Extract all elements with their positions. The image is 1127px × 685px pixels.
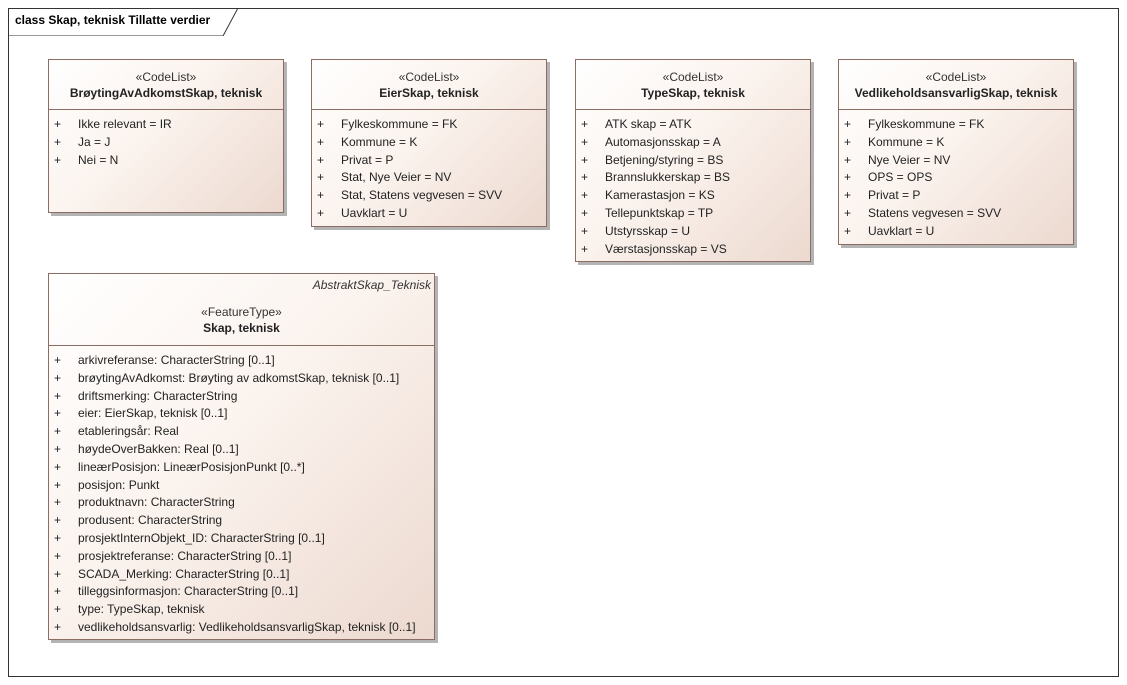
attribute-text: Kommune = K <box>868 134 945 149</box>
visibility-marker: + <box>581 188 589 203</box>
attribute-row[interactable] <box>576 187 810 205</box>
attribute-text: Nei = N <box>78 152 119 167</box>
attribute-row[interactable] <box>312 152 546 170</box>
visibility-marker: + <box>317 188 325 203</box>
attribute-text: arkivreferanse: CharacterString [0..1] <box>78 353 275 367</box>
attribute-text: produktnavn: CharacterString <box>78 495 235 510</box>
attribute-text: høydeOverBakken: Real [0..1] <box>78 441 239 456</box>
attribute-row[interactable] <box>839 223 1073 241</box>
visibility-marker: + <box>844 134 852 149</box>
attribute-row[interactable] <box>49 134 283 152</box>
attribute-row[interactable] <box>312 187 546 205</box>
attribute-row[interactable] <box>49 512 434 530</box>
visibility-marker: + <box>54 584 62 599</box>
attribute-text: prosjektInternObjekt_ID: CharacterString [0..1] <box>78 530 325 545</box>
visibility-marker: + <box>581 170 589 185</box>
attribute-row[interactable] <box>312 205 546 223</box>
attribute-text: Nye Veier = NV <box>868 152 951 167</box>
attribute-list <box>576 110 810 258</box>
attribute-text: Stat, Statens vegvesen = SVV <box>341 188 503 203</box>
class-name: Skap, teknisk <box>203 321 280 335</box>
class-type-skap[interactable] <box>575 59 811 262</box>
attribute-text: Privat = P <box>341 152 394 167</box>
attribute-row[interactable] <box>49 530 434 548</box>
class-name: TypeSkap, teknisk <box>641 86 745 100</box>
attribute-row[interactable] <box>312 134 546 152</box>
attribute-text: Brannslukkerskap = BS <box>605 170 731 185</box>
attribute-text: Stat, Nye Veier = NV <box>341 170 452 185</box>
attribute-row[interactable] <box>49 566 434 584</box>
attribute-row[interactable] <box>49 152 283 170</box>
attribute-row[interactable] <box>576 223 810 241</box>
attribute-text: Uavklart = U <box>868 223 935 238</box>
class-eier-skap[interactable] <box>311 59 547 227</box>
attribute-text: type: TypeSkap, teknisk <box>78 602 205 617</box>
attribute-text: Betjening/styring = BS <box>605 152 724 167</box>
visibility-marker: + <box>844 205 852 220</box>
attribute-text: Tellepunktskap = TP <box>605 205 714 220</box>
attribute-text: Ikke relevant = IR <box>78 117 172 131</box>
attribute-text: Ja = J <box>78 134 111 149</box>
visibility-marker: + <box>54 388 62 403</box>
attribute-text: OPS = OPS <box>868 170 933 185</box>
attribute-text: etableringsår: Real <box>78 424 179 439</box>
attribute-row[interactable] <box>49 583 434 601</box>
visibility-marker: + <box>844 188 852 203</box>
attribute-text: ATK skap = ATK <box>605 117 692 131</box>
attribute-text: Værstasjonsskap = VS <box>605 241 727 256</box>
visibility-marker: + <box>844 152 852 167</box>
attribute-row[interactable] <box>49 116 283 134</box>
attribute-row[interactable] <box>839 134 1073 152</box>
attribute-row[interactable] <box>312 116 546 134</box>
stereotype-label: «CodeList» <box>925 70 987 84</box>
attribute-row[interactable] <box>576 152 810 170</box>
attribute-row[interactable] <box>839 205 1073 223</box>
visibility-marker: + <box>54 495 62 510</box>
attribute-list <box>839 110 1073 241</box>
attribute-text: posisjon: Punkt <box>78 477 160 492</box>
attribute-text: tilleggsinformasjon: CharacterString [0..1] <box>78 584 299 599</box>
attribute-text: Automasjonsskap = A <box>605 134 721 149</box>
attribute-text: Fylkeskommune = FK <box>341 117 458 131</box>
stereotype-label: «FeatureType» <box>201 305 282 319</box>
attribute-row[interactable] <box>49 601 434 619</box>
visibility-marker: + <box>54 117 62 131</box>
class-name: VedlikeholdsansvarligSkap, teknisk <box>854 86 1058 100</box>
diagram-title: class Skap, teknisk Tillatte verdier <box>15 13 211 27</box>
visibility-marker: + <box>54 530 62 545</box>
attribute-row[interactable] <box>839 116 1073 134</box>
attribute-text: Utstyrsskap = U <box>605 223 691 238</box>
visibility-marker: + <box>54 424 62 439</box>
attribute-row[interactable] <box>49 459 434 477</box>
attribute-text: brøytingAvAdkomst: Brøyting av adkomstSkap, teknisk [0..1] <box>78 370 400 385</box>
visibility-marker: + <box>317 152 325 167</box>
attribute-list <box>49 346 434 637</box>
stereotype-label: «CodeList» <box>398 70 460 84</box>
visibility-marker: + <box>54 370 62 385</box>
attribute-row[interactable] <box>839 169 1073 187</box>
attribute-list <box>49 110 283 169</box>
visibility-marker: + <box>581 241 589 256</box>
attribute-text: produsent: CharacterString <box>78 513 223 528</box>
visibility-marker: + <box>581 223 589 238</box>
attribute-row[interactable] <box>576 116 810 134</box>
attribute-row[interactable] <box>49 405 434 423</box>
visibility-marker: + <box>54 406 62 421</box>
stereotype-label: «CodeList» <box>135 70 197 84</box>
visibility-marker: + <box>581 134 589 149</box>
attribute-row[interactable] <box>576 241 810 259</box>
attribute-text: Privat = P <box>868 188 921 203</box>
attribute-row[interactable] <box>576 169 810 187</box>
attribute-row[interactable] <box>49 370 434 388</box>
visibility-marker: + <box>54 548 62 563</box>
attribute-text: eier: EierSkap, teknisk [0..1] <box>78 406 228 421</box>
attribute-row[interactable] <box>576 205 810 223</box>
visibility-marker: + <box>844 117 852 131</box>
attribute-row[interactable] <box>49 619 434 637</box>
class-name: EierSkap, teknisk <box>379 86 479 100</box>
attribute-row[interactable] <box>576 134 810 152</box>
attribute-text: Kommune = K <box>341 134 418 149</box>
class-name: BrøytingAvAdkomstSkap, teknisk <box>69 86 263 100</box>
attribute-text: Statens vegvesen = SVV <box>868 205 1002 220</box>
attribute-text: lineærPosisjon: LineærPosisjonPunkt [0..*] <box>78 459 305 474</box>
class-broyting-av-adkomst-skap[interactable] <box>48 59 284 213</box>
attribute-list <box>312 110 546 223</box>
visibility-marker: + <box>581 205 589 220</box>
attribute-row[interactable] <box>49 477 434 495</box>
stereotype-label: «CodeList» <box>662 70 724 84</box>
visibility-marker: + <box>54 566 62 581</box>
visibility-marker: + <box>54 459 62 474</box>
visibility-marker: + <box>54 602 62 617</box>
class-skap-teknisk[interactable] <box>48 273 435 640</box>
attribute-text: SCADA_Merking: CharacterString [0..1] <box>78 566 290 581</box>
attribute-row[interactable] <box>839 187 1073 205</box>
visibility-marker: + <box>54 353 62 367</box>
attribute-text: Kamerastasjon = KS <box>605 188 715 203</box>
visibility-marker: + <box>581 152 589 167</box>
visibility-marker: + <box>317 205 325 220</box>
visibility-marker: + <box>54 477 62 492</box>
attribute-row[interactable] <box>839 152 1073 170</box>
attribute-row[interactable] <box>49 441 434 459</box>
attribute-row[interactable] <box>49 494 434 512</box>
visibility-marker: + <box>54 441 62 456</box>
visibility-marker: + <box>844 223 852 238</box>
visibility-marker: + <box>317 134 325 149</box>
visibility-marker: + <box>317 117 325 131</box>
visibility-marker: + <box>581 117 589 131</box>
visibility-marker: + <box>54 134 62 149</box>
visibility-marker: + <box>317 170 325 185</box>
attribute-text: Uavklart = U <box>341 205 408 220</box>
attribute-row[interactable] <box>49 388 434 406</box>
attribute-text: prosjektreferanse: CharacterString [0..1] <box>78 548 292 563</box>
visibility-marker: + <box>54 619 62 634</box>
parent-class-label: AbstraktSkap_Teknisk <box>312 278 431 292</box>
visibility-marker: + <box>844 170 852 185</box>
attribute-row[interactable] <box>49 423 434 441</box>
attribute-text: Fylkeskommune = FK <box>868 117 985 131</box>
attribute-text: vedlikeholdsansvarlig: VedlikeholdsansvarligSkap, teknisk [0..1] <box>78 619 416 634</box>
visibility-marker: + <box>54 513 62 528</box>
class-vedlikeholdsansvarlig-skap[interactable] <box>838 59 1074 245</box>
visibility-marker: + <box>54 152 62 167</box>
attribute-row[interactable] <box>312 169 546 187</box>
attribute-text: driftsmerking: CharacterString <box>78 388 238 403</box>
attribute-row[interactable] <box>49 548 434 566</box>
attribute-row[interactable] <box>49 352 434 370</box>
